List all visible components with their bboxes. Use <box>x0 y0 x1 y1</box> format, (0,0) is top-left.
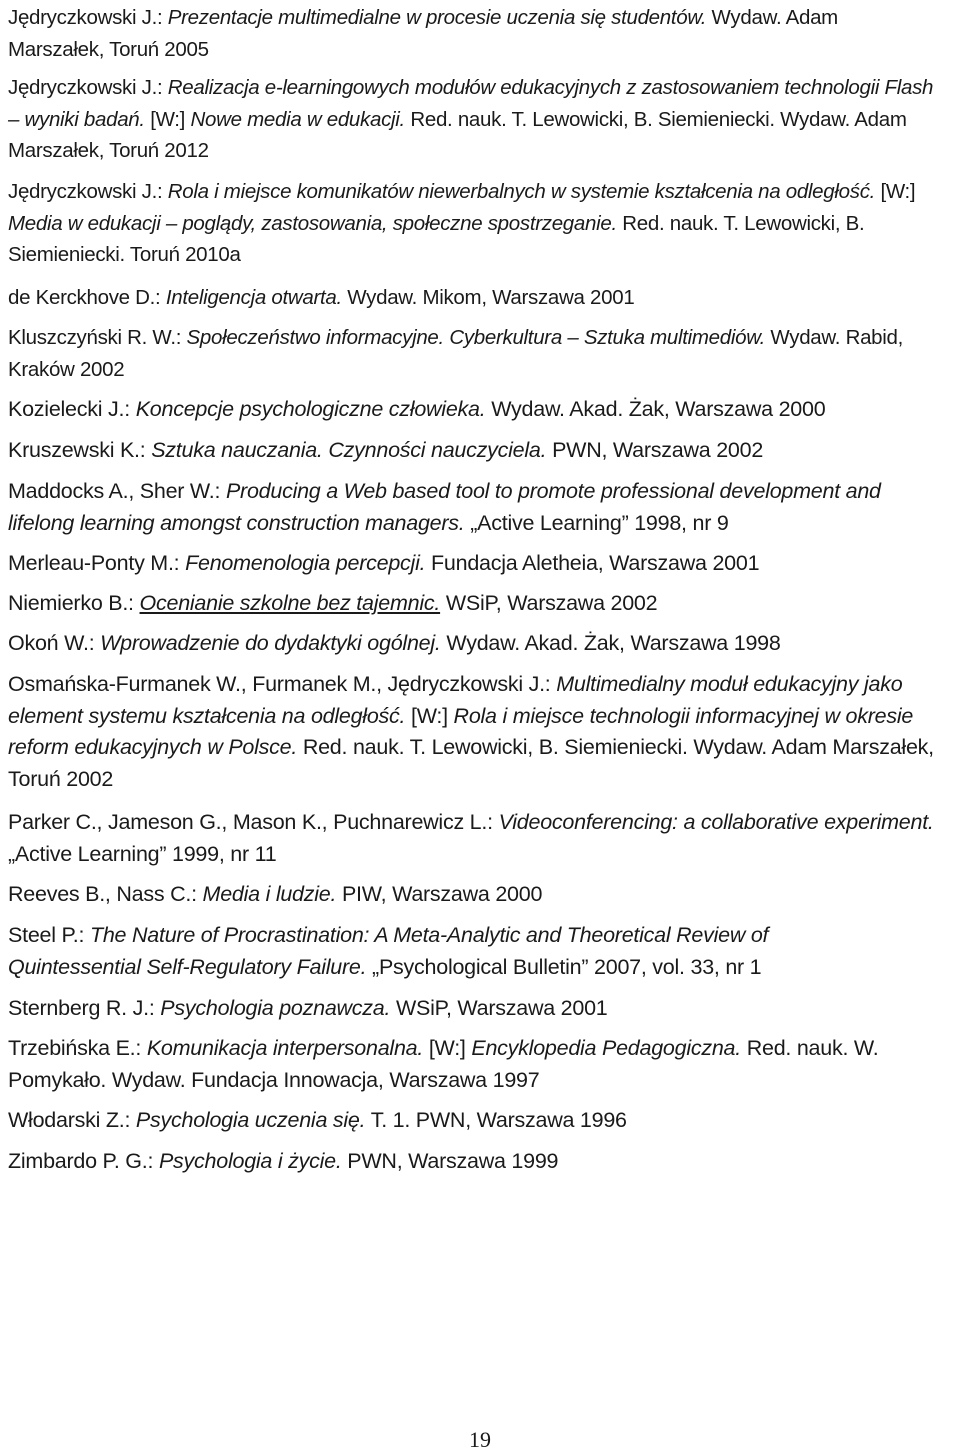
entry-publisher: Wydaw. Adam Marszałek, Toruń 2005 <box>8 6 838 61</box>
entry-title: Media i ludzie. <box>202 882 337 906</box>
entry-in-marker: [W:] <box>875 180 916 203</box>
bibliography-entry <box>8 628 948 660</box>
entry-publisher: PWN, Warszawa 2002 <box>546 438 764 462</box>
entry-author: Okoń W.: <box>8 631 101 655</box>
entry-author: Reeves B., Nass C.: <box>8 882 203 906</box>
entry-author: Zimbardo P. G.: <box>8 1149 159 1173</box>
entry-publisher: Red. nauk. T. Lewowicki, B. Siemieniecki. Wydaw. Adam Marszałek, Toruń 2012 <box>8 107 907 162</box>
entry-collection-title: Nowe media w edukacji. <box>190 107 405 131</box>
entry-author: Merleau-Ponty M.: <box>8 551 186 575</box>
bibliography-entry <box>8 920 898 983</box>
entry-publisher: Wydaw. Mikom, Warszawa 2001 <box>341 286 635 309</box>
entry-title: Fenomenologia percepcji. <box>185 551 426 575</box>
entry-title: Psychologia i życie. <box>158 1149 342 1173</box>
bibliography-entry <box>8 993 948 1025</box>
entry-author: Steel P.: <box>8 923 90 947</box>
entry-title: Ocenianie szkolne bez tajemnic. <box>139 591 441 615</box>
entry-title: Koncepcje psychologiczne człowieka. <box>135 397 486 421</box>
entry-author: Kozielecki J.: <box>8 397 136 421</box>
entry-title: Prezentacje multimedialne w procesie uczenia się studentów. <box>167 6 707 29</box>
entry-title: Multimedialny moduł edukacyjny jako element systemu kształcenia na odległość. <box>8 672 903 728</box>
bibliography-entry <box>8 435 948 467</box>
bibliography-entry <box>8 807 948 870</box>
entry-title: Komunikacja interpersonalna. <box>146 1036 424 1060</box>
entry-title: Producing a Web based tool to promote professional development and lifelong learning amongst construction managers. <box>8 479 881 535</box>
entry-title: Psychologia poznawcza. <box>160 996 391 1020</box>
bibliography-entry <box>8 1033 948 1096</box>
entry-publisher: Wydaw. Akad. Żak, Warszawa 1998 <box>440 631 781 655</box>
bibliography-entry <box>8 322 943 385</box>
entry-title: Inteligencja otwarta. <box>165 286 342 309</box>
entry-collection-title: Media w edukacji – poglądy, zastosowania, społeczne spostrzeganie. <box>8 211 617 235</box>
entry-title: Psychologia uczenia się. <box>135 1108 366 1132</box>
bibliography-entry <box>8 548 948 580</box>
entry-publisher: Fundacja Aletheia, Warszawa 2001 <box>425 551 760 575</box>
entry-title: Videoconferencing: a collaborative experiment. <box>498 810 934 834</box>
entry-title: Społeczeństwo informacyjne. Cyberkultura – Sztuka multimediów. <box>186 326 765 349</box>
entry-publisher: WSiP, Warszawa 2001 <box>390 996 608 1020</box>
entry-publisher: WSiP, Warszawa 2002 <box>440 591 658 615</box>
bibliography-entry <box>8 2 938 65</box>
bibliography-entry <box>8 1105 948 1137</box>
entry-title: Sztuka nauczania. Czynności nauczyciela. <box>151 438 547 462</box>
entry-in-marker: [W:] <box>423 1036 472 1060</box>
entry-title: The Nature of Procrastination: A Meta-Analytic and Theoretical Review of Quintessential Self-Regulatory Failure. <box>8 923 769 979</box>
entry-author: de Kerckhove D.: <box>8 286 166 309</box>
entry-title: Rola i miejsce komunikatów niewerbalnych w systemie kształcenia na odległość. <box>167 180 876 203</box>
entry-publisher: „Psychological Bulletin” 2007, vol. 33, nr 1 <box>366 954 762 979</box>
entry-publisher: Red. nauk. W. Pomykało. Wydaw. Fundacja Innowacja, Warszawa 1997 <box>8 1036 879 1092</box>
entry-publisher: Wydaw. Rabid, Kraków 2002 <box>8 326 904 381</box>
bibliography-entry <box>8 394 948 426</box>
entry-author: Jędryczkowski J.: <box>8 76 168 99</box>
entry-author: Parker C., Jameson G., Mason K., Puchnarewicz L.: <box>8 810 499 834</box>
entry-author: Jędryczkowski J.: <box>8 6 168 29</box>
bibliography-entry <box>8 176 943 271</box>
entry-in-marker: [W:] <box>405 703 454 728</box>
entry-title: Realizacja e-learningowych modułów edukacyjnych z zastosowaniem technologii Flash – wyniki badań. <box>8 76 934 131</box>
bibliography-entry <box>8 879 948 911</box>
entry-author: Włodarski Z.: <box>8 1108 136 1132</box>
bibliography-entry <box>8 72 943 167</box>
entry-publisher: Red. nauk. T. Lewowicki, B. Siemieniecki. Toruń 2010a <box>8 211 865 266</box>
entry-publisher: „Active Learning” 1998, nr 9 <box>464 510 729 535</box>
entry-collection-title: Rola i miejsce technologii informacyjnej w okresie reform edukacyjnych w Polsce. <box>8 703 914 759</box>
entry-author: Niemierko B.: <box>8 591 140 615</box>
bibliography-entry <box>8 669 954 795</box>
entry-author: Jędryczkowski J.: <box>8 180 168 203</box>
entry-publisher: PWN, Warszawa 1999 <box>341 1149 559 1173</box>
entry-author: Kluszczyński R. W.: <box>8 326 187 349</box>
entry-author: Maddocks A., Sher W.: <box>8 479 226 503</box>
bibliography-entry <box>8 1146 948 1178</box>
entry-in-marker: [W:] <box>144 107 191 131</box>
bibliography-entry <box>8 476 948 539</box>
entry-author: Kruszewski K.: <box>8 438 152 462</box>
bibliography-entry <box>8 282 943 314</box>
entry-publisher: PIW, Warszawa 2000 <box>336 882 543 906</box>
entry-author: Osmańska-Furmanek W., Furmanek M., Jędryczkowski J.: <box>8 672 557 696</box>
entry-publisher: Wydaw. Akad. Żak, Warszawa 2000 <box>485 397 826 421</box>
entry-author: Trzebińska E.: <box>8 1036 147 1060</box>
page-number: 19 <box>469 1427 491 1452</box>
entry-publisher: „Active Learning” 1999, nr 11 <box>8 841 277 866</box>
entry-title: Wprowadzenie do dydaktyki ogólnej. <box>100 631 441 655</box>
entry-publisher: Red. nauk. T. Lewowicki, B. Siemieniecki. Wydaw. Adam Marszałek, Toruń 2002 <box>8 735 934 791</box>
entry-collection-title: Encyklopedia Pedagogiczna. <box>471 1036 741 1060</box>
bibliography-entry <box>8 588 948 620</box>
entry-author: Sternberg R. J.: <box>8 996 161 1020</box>
entry-publisher: T. 1. PWN, Warszawa 1996 <box>365 1108 627 1132</box>
